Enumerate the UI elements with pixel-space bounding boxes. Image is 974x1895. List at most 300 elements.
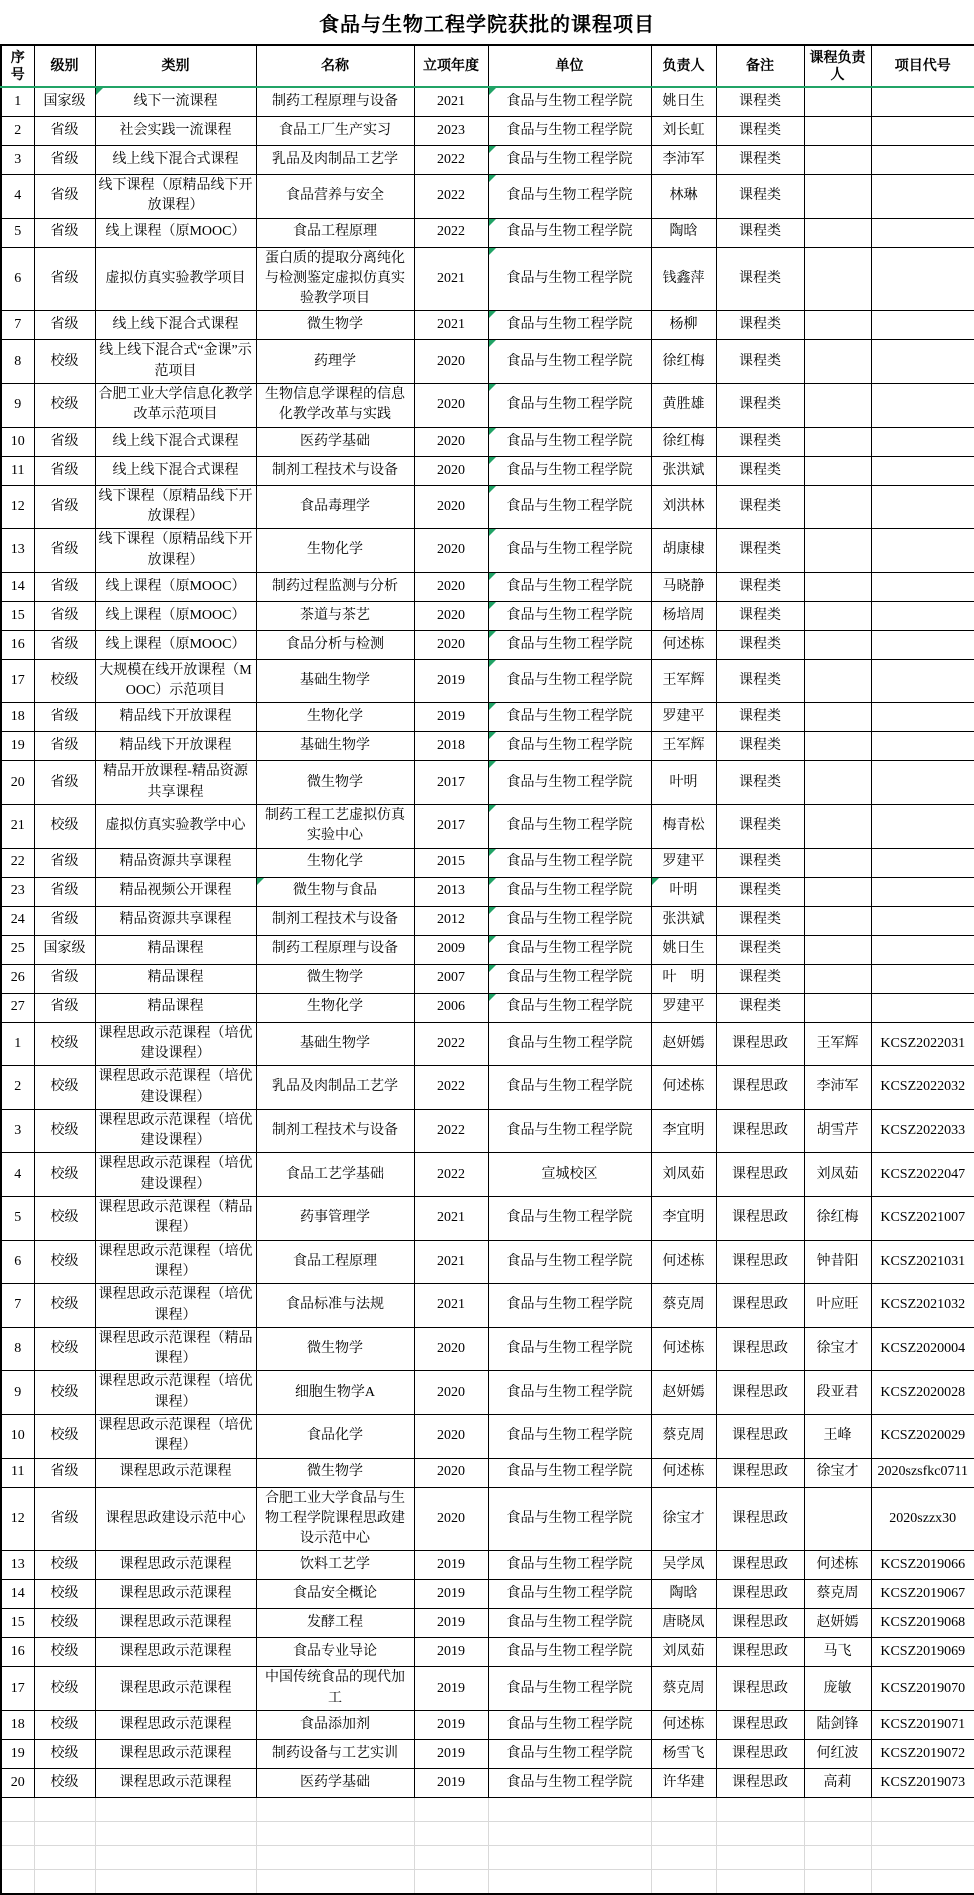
cell-name[interactable]: 制药过程监测与分析 [256,572,414,601]
cell-note[interactable]: 课程类 [716,906,804,935]
cell-level[interactable]: 省级 [34,456,95,485]
cell-year[interactable]: 2022 [414,1109,488,1153]
cell-no[interactable]: 15 [1,1609,34,1638]
cell-course_leader[interactable]: 何红波 [804,1740,871,1769]
cell-code[interactable] [871,427,974,456]
cell-leader[interactable]: 叶明 [651,761,716,805]
cell-level[interactable]: 校级 [34,1371,95,1415]
cell-level[interactable]: 校级 [34,1667,95,1711]
empty-cell[interactable] [256,1846,414,1870]
cell-no[interactable]: 3 [1,1109,34,1153]
empty-cell[interactable] [804,1846,871,1870]
cell-note[interactable]: 课程思政 [716,1740,804,1769]
cell-year[interactable]: 2019 [414,1638,488,1667]
cell-no[interactable]: 4 [1,1153,34,1197]
cell-course_leader[interactable] [804,146,871,175]
cell-no[interactable]: 14 [1,572,34,601]
cell-category[interactable]: 课程思政示范课程（培优课程） [95,1240,256,1284]
cell-year[interactable]: 2021 [414,247,488,311]
cell-level[interactable]: 省级 [34,485,95,529]
cell-no[interactable]: 26 [1,964,34,993]
cell-code[interactable] [871,175,974,219]
cell-code[interactable] [871,485,974,529]
cell-year[interactable]: 2021 [414,1197,488,1241]
cell-level[interactable]: 国家级 [34,935,95,964]
cell-category[interactable]: 大规模在线开放课程（MOOC）示范项目 [95,659,256,703]
cell-level[interactable]: 校级 [34,659,95,703]
cell-unit[interactable]: 食品与生物工程学院 [488,993,651,1022]
cell-note[interactable]: 课程类 [716,993,804,1022]
cell-year[interactable]: 2019 [414,1711,488,1740]
empty-cell[interactable] [34,1822,95,1846]
cell-note[interactable]: 课程思政 [716,1667,804,1711]
cell-level[interactable]: 省级 [34,175,95,219]
cell-note[interactable]: 课程思政 [716,1414,804,1458]
cell-note[interactable]: 课程思政 [716,1197,804,1241]
cell-code[interactable]: KCSZ2021007 [871,1197,974,1241]
cell-note[interactable]: 课程思政 [716,1769,804,1798]
cell-code[interactable] [871,877,974,906]
cell-name[interactable]: 食品工厂生产实习 [256,117,414,146]
cell-no[interactable]: 17 [1,659,34,703]
cell-note[interactable]: 课程思政 [716,1458,804,1487]
cell-leader[interactable]: 王军辉 [651,659,716,703]
cell-unit[interactable]: 食品与生物工程学院 [488,703,651,732]
cell-code[interactable] [871,659,974,703]
cell-note[interactable]: 课程类 [716,732,804,761]
empty-cell[interactable] [716,1798,804,1822]
cell-category[interactable]: 课程思政示范课程 [95,1551,256,1580]
cell-code[interactable] [871,117,974,146]
cell-category[interactable]: 精品资源共享课程 [95,848,256,877]
cell-name[interactable]: 食品毒理学 [256,485,414,529]
cell-year[interactable]: 2019 [414,1609,488,1638]
cell-no[interactable]: 3 [1,146,34,175]
cell-leader[interactable]: 梅青松 [651,805,716,849]
cell-unit[interactable]: 食品与生物工程学院 [488,659,651,703]
cell-leader[interactable]: 吴学凤 [651,1551,716,1580]
cell-code[interactable]: KCSZ2022032 [871,1066,974,1110]
cell-year[interactable]: 2019 [414,1551,488,1580]
empty-cell[interactable] [414,1798,488,1822]
cell-note[interactable]: 课程类 [716,601,804,630]
empty-cell[interactable] [716,1870,804,1895]
cell-note[interactable]: 课程思政 [716,1153,804,1197]
cell-name[interactable]: 制药工程原理与设备 [256,87,414,117]
cell-name[interactable]: 微生物学 [256,1458,414,1487]
cell-course_leader[interactable]: 徐宝才 [804,1458,871,1487]
cell-leader[interactable]: 张洪斌 [651,906,716,935]
cell-category[interactable]: 精品线下开放课程 [95,703,256,732]
empty-cell[interactable] [1,1870,34,1895]
cell-no[interactable]: 13 [1,529,34,573]
cell-level[interactable]: 校级 [34,1109,95,1153]
cell-unit[interactable]: 食品与生物工程学院 [488,218,651,247]
empty-cell[interactable] [95,1846,256,1870]
cell-note[interactable]: 课程类 [716,456,804,485]
cell-unit[interactable]: 食品与生物工程学院 [488,1284,651,1328]
cell-level[interactable]: 省级 [34,1487,95,1551]
cell-category[interactable]: 精品课程 [95,993,256,1022]
cell-unit[interactable]: 食品与生物工程学院 [488,384,651,428]
cell-unit[interactable]: 食品与生物工程学院 [488,906,651,935]
cell-category[interactable]: 线上线下混合式课程 [95,427,256,456]
cell-name[interactable]: 生物化学 [256,703,414,732]
cell-code[interactable] [871,572,974,601]
cell-unit[interactable]: 食品与生物工程学院 [488,529,651,573]
cell-note[interactable]: 课程类 [716,146,804,175]
cell-code[interactable]: KCSZ2020004 [871,1327,974,1371]
cell-name[interactable]: 制剂工程技术与设备 [256,906,414,935]
cell-no[interactable]: 10 [1,427,34,456]
cell-unit[interactable]: 食品与生物工程学院 [488,1197,651,1241]
cell-name[interactable]: 生物化学 [256,848,414,877]
cell-unit[interactable]: 食品与生物工程学院 [488,630,651,659]
cell-category[interactable]: 课程思政示范课程（培优建设课程） [95,1153,256,1197]
empty-cell[interactable] [414,1870,488,1895]
cell-course_leader[interactable] [804,935,871,964]
cell-level[interactable]: 校级 [34,1240,95,1284]
cell-course_leader[interactable] [804,117,871,146]
cell-leader[interactable]: 杨雪飞 [651,1740,716,1769]
cell-note[interactable]: 课程类 [716,427,804,456]
cell-note[interactable]: 课程类 [716,848,804,877]
cell-leader[interactable]: 罗建平 [651,848,716,877]
cell-year[interactable]: 2019 [414,703,488,732]
cell-note[interactable]: 课程思政 [716,1066,804,1110]
cell-note[interactable]: 课程思政 [716,1638,804,1667]
cell-category[interactable]: 虚拟仿真实验教学中心 [95,805,256,849]
cell-name[interactable]: 茶道与茶艺 [256,601,414,630]
cell-course_leader[interactable] [804,427,871,456]
cell-note[interactable]: 课程类 [716,805,804,849]
cell-course_leader[interactable]: 何述栋 [804,1551,871,1580]
cell-level[interactable]: 省级 [34,732,95,761]
cell-course_leader[interactable] [804,877,871,906]
cell-no[interactable]: 9 [1,1371,34,1415]
cell-note[interactable]: 课程类 [716,311,804,340]
cell-category[interactable]: 课程思政示范课程（培优课程） [95,1371,256,1415]
cell-level[interactable]: 校级 [34,1638,95,1667]
cell-note[interactable]: 课程思政 [716,1609,804,1638]
cell-leader[interactable]: 罗建平 [651,703,716,732]
cell-course_leader[interactable]: 王峰 [804,1414,871,1458]
cell-name[interactable]: 细胞生物学A [256,1371,414,1415]
cell-category[interactable]: 精品开放课程-精品资源共享课程 [95,761,256,805]
cell-note[interactable]: 课程类 [716,117,804,146]
cell-leader[interactable]: 马晓静 [651,572,716,601]
cell-note[interactable]: 课程思政 [716,1022,804,1066]
cell-category[interactable]: 课程思政示范课程（精品课程） [95,1327,256,1371]
cell-category[interactable]: 课程思政示范课程（培优建设课程） [95,1109,256,1153]
cell-code[interactable] [871,384,974,428]
cell-course_leader[interactable] [804,659,871,703]
cell-unit[interactable]: 食品与生物工程学院 [488,805,651,849]
cell-level[interactable]: 省级 [34,117,95,146]
empty-cell[interactable] [488,1846,651,1870]
cell-category[interactable]: 课程思政示范课程（培优课程） [95,1414,256,1458]
cell-category[interactable]: 线上线下混合式课程 [95,311,256,340]
cell-code[interactable]: KCSZ2021031 [871,1240,974,1284]
cell-unit[interactable]: 食品与生物工程学院 [488,87,651,117]
cell-year[interactable]: 2022 [414,1066,488,1110]
cell-name[interactable]: 制剂工程技术与设备 [256,456,414,485]
cell-course_leader[interactable] [804,572,871,601]
cell-code[interactable] [871,601,974,630]
empty-cell[interactable] [1,1822,34,1846]
cell-unit[interactable]: 食品与生物工程学院 [488,485,651,529]
cell-unit[interactable]: 食品与生物工程学院 [488,340,651,384]
cell-year[interactable]: 2022 [414,146,488,175]
column-header-year[interactable]: 立项年度 [414,45,488,87]
cell-course_leader[interactable] [804,340,871,384]
cell-no[interactable]: 20 [1,1769,34,1798]
cell-name[interactable]: 中国传统食品的现代加工 [256,1667,414,1711]
cell-note[interactable]: 课程类 [716,964,804,993]
column-header-code[interactable]: 项目代号 [871,45,974,87]
cell-level[interactable]: 校级 [34,1022,95,1066]
cell-level[interactable]: 校级 [34,1769,95,1798]
cell-leader[interactable]: 徐红梅 [651,340,716,384]
cell-course_leader[interactable]: 陆剑锋 [804,1711,871,1740]
cell-unit[interactable]: 食品与生物工程学院 [488,1371,651,1415]
cell-no[interactable]: 11 [1,1458,34,1487]
cell-unit[interactable]: 食品与生物工程学院 [488,964,651,993]
empty-cell[interactable] [871,1798,974,1822]
empty-cell[interactable] [804,1870,871,1895]
cell-leader[interactable]: 杨柳 [651,311,716,340]
cell-course_leader[interactable]: 赵妍嫣 [804,1609,871,1638]
cell-course_leader[interactable] [804,964,871,993]
cell-course_leader[interactable]: 徐红梅 [804,1197,871,1241]
empty-cell[interactable] [34,1870,95,1895]
cell-level[interactable]: 省级 [34,761,95,805]
cell-name[interactable]: 微生物学 [256,1327,414,1371]
cell-course_leader[interactable]: 胡雪芹 [804,1109,871,1153]
cell-category[interactable]: 虚拟仿真实验教学项目 [95,247,256,311]
cell-year[interactable]: 2020 [414,630,488,659]
cell-year[interactable]: 2018 [414,732,488,761]
cell-code[interactable] [871,529,974,573]
cell-name[interactable]: 乳品及肉制品工艺学 [256,1066,414,1110]
cell-name[interactable]: 药事管理学 [256,1197,414,1241]
cell-note[interactable]: 课程思政 [716,1371,804,1415]
cell-level[interactable]: 校级 [34,1551,95,1580]
cell-note[interactable]: 课程类 [716,384,804,428]
cell-code[interactable]: KCSZ2022047 [871,1153,974,1197]
cell-year[interactable]: 2021 [414,87,488,117]
cell-name[interactable]: 合肥工业大学食品与生物工程学院课程思政建设示范中心 [256,1487,414,1551]
cell-year[interactable]: 2020 [414,427,488,456]
cell-level[interactable]: 校级 [34,1327,95,1371]
cell-name[interactable]: 生物化学 [256,993,414,1022]
cell-year[interactable]: 2020 [414,384,488,428]
cell-name[interactable]: 药理学 [256,340,414,384]
cell-category[interactable]: 课程思政示范课程 [95,1638,256,1667]
cell-no[interactable]: 21 [1,805,34,849]
cell-code[interactable] [871,340,974,384]
cell-name[interactable]: 食品工艺学基础 [256,1153,414,1197]
cell-level[interactable]: 省级 [34,146,95,175]
column-header-no[interactable]: 序号 [1,45,34,87]
cell-leader[interactable]: 李宜明 [651,1109,716,1153]
cell-leader[interactable]: 许华建 [651,1769,716,1798]
cell-code[interactable]: KCSZ2019073 [871,1769,974,1798]
cell-level[interactable]: 省级 [34,572,95,601]
cell-year[interactable]: 2020 [414,529,488,573]
cell-name[interactable]: 基础生物学 [256,659,414,703]
cell-code[interactable]: KCSZ2022031 [871,1022,974,1066]
cell-year[interactable]: 2020 [414,572,488,601]
cell-year[interactable]: 2020 [414,1327,488,1371]
cell-unit[interactable]: 食品与生物工程学院 [488,761,651,805]
cell-code[interactable]: KCSZ2019068 [871,1609,974,1638]
cell-name[interactable]: 饮料工艺学 [256,1551,414,1580]
cell-level[interactable]: 省级 [34,848,95,877]
cell-unit[interactable]: 食品与生物工程学院 [488,1740,651,1769]
cell-level[interactable]: 省级 [34,703,95,732]
cell-code[interactable]: 2020szsfkc0711 [871,1458,974,1487]
cell-note[interactable]: 课程类 [716,340,804,384]
cell-name[interactable]: 制药工程工艺虚拟仿真实验中心 [256,805,414,849]
cell-unit[interactable]: 食品与生物工程学院 [488,935,651,964]
cell-level[interactable]: 校级 [34,1740,95,1769]
cell-leader[interactable]: 徐宝才 [651,1487,716,1551]
cell-leader[interactable]: 唐晓凤 [651,1609,716,1638]
cell-no[interactable]: 8 [1,1327,34,1371]
cell-no[interactable]: 18 [1,703,34,732]
cell-leader[interactable]: 张洪斌 [651,456,716,485]
empty-cell[interactable] [95,1822,256,1846]
cell-leader[interactable]: 叶 明 [651,964,716,993]
cell-year[interactable]: 2020 [414,1414,488,1458]
cell-unit[interactable]: 食品与生物工程学院 [488,1414,651,1458]
cell-unit[interactable]: 食品与生物工程学院 [488,427,651,456]
cell-unit[interactable]: 食品与生物工程学院 [488,1580,651,1609]
cell-year[interactable]: 2022 [414,1022,488,1066]
cell-leader[interactable]: 蔡克周 [651,1284,716,1328]
cell-note[interactable]: 课程类 [716,630,804,659]
cell-level[interactable]: 省级 [34,630,95,659]
cell-category[interactable]: 线下课程（原精品线下开放课程） [95,485,256,529]
cell-level[interactable]: 校级 [34,1197,95,1241]
cell-course_leader[interactable]: 段亚君 [804,1371,871,1415]
empty-cell[interactable] [651,1822,716,1846]
cell-no[interactable]: 8 [1,340,34,384]
cell-unit[interactable]: 食品与生物工程学院 [488,247,651,311]
cell-leader[interactable]: 徐红梅 [651,427,716,456]
cell-unit[interactable]: 食品与生物工程学院 [488,117,651,146]
cell-no[interactable]: 20 [1,761,34,805]
cell-note[interactable]: 课程类 [716,175,804,219]
cell-name[interactable]: 食品工程原理 [256,1240,414,1284]
cell-note[interactable]: 课程思政 [716,1109,804,1153]
cell-note[interactable]: 课程思政 [716,1487,804,1551]
cell-unit[interactable]: 食品与生物工程学院 [488,311,651,340]
cell-category[interactable]: 课程思政示范课程 [95,1458,256,1487]
cell-name[interactable]: 医药学基础 [256,1769,414,1798]
cell-no[interactable]: 6 [1,247,34,311]
cell-course_leader[interactable] [804,703,871,732]
cell-code[interactable] [871,848,974,877]
cell-year[interactable]: 2012 [414,906,488,935]
cell-course_leader[interactable] [804,732,871,761]
cell-year[interactable]: 2006 [414,993,488,1022]
cell-code[interactable]: 2020szzx30 [871,1487,974,1551]
cell-level[interactable]: 校级 [34,1414,95,1458]
cell-level[interactable]: 校级 [34,1609,95,1638]
cell-leader[interactable]: 王军辉 [651,732,716,761]
cell-name[interactable]: 生物信息学课程的信息化教学改革与实践 [256,384,414,428]
cell-code[interactable] [871,456,974,485]
empty-cell[interactable] [804,1798,871,1822]
cell-unit[interactable]: 食品与生物工程学院 [488,1487,651,1551]
empty-cell[interactable] [651,1798,716,1822]
cell-code[interactable]: KCSZ2019071 [871,1711,974,1740]
empty-cell[interactable] [34,1798,95,1822]
cell-course_leader[interactable]: 徐宝才 [804,1327,871,1371]
cell-unit[interactable]: 食品与生物工程学院 [488,146,651,175]
column-header-name[interactable]: 名称 [256,45,414,87]
empty-cell[interactable] [651,1870,716,1895]
cell-year[interactable]: 2020 [414,340,488,384]
cell-course_leader[interactable] [804,761,871,805]
column-header-course_leader[interactable]: 课程负责人 [804,45,871,87]
cell-category[interactable]: 课程思政示范课程 [95,1580,256,1609]
cell-level[interactable]: 省级 [34,964,95,993]
cell-code[interactable] [871,906,974,935]
cell-unit[interactable]: 食品与生物工程学院 [488,456,651,485]
cell-leader[interactable]: 罗建平 [651,993,716,1022]
cell-note[interactable]: 课程思政 [716,1580,804,1609]
column-header-unit[interactable]: 单位 [488,45,651,87]
cell-category[interactable]: 线上课程（原MOOC） [95,630,256,659]
cell-course_leader[interactable] [804,630,871,659]
cell-no[interactable]: 7 [1,1284,34,1328]
cell-code[interactable] [871,146,974,175]
cell-year[interactable]: 2007 [414,964,488,993]
cell-leader[interactable]: 钱鑫萍 [651,247,716,311]
cell-no[interactable]: 5 [1,218,34,247]
cell-leader[interactable]: 叶明 [651,877,716,906]
cell-course_leader[interactable]: 马飞 [804,1638,871,1667]
cell-leader[interactable]: 何述栋 [651,630,716,659]
cell-category[interactable]: 线上课程（原MOOC） [95,572,256,601]
cell-category[interactable]: 课程思政示范课程（培优建设课程） [95,1022,256,1066]
cell-course_leader[interactable] [804,529,871,573]
cell-name[interactable]: 生物化学 [256,529,414,573]
cell-note[interactable]: 课程类 [716,572,804,601]
cell-course_leader[interactable] [804,456,871,485]
cell-category[interactable]: 精品线下开放课程 [95,732,256,761]
cell-year[interactable]: 2022 [414,175,488,219]
cell-category[interactable]: 课程思政示范课程 [95,1740,256,1769]
cell-note[interactable]: 课程类 [716,529,804,573]
cell-year[interactable]: 2019 [414,1580,488,1609]
cell-category[interactable]: 精品资源共享课程 [95,906,256,935]
cell-no[interactable]: 7 [1,311,34,340]
empty-cell[interactable] [716,1822,804,1846]
cell-leader[interactable]: 刘凤茹 [651,1153,716,1197]
cell-note[interactable]: 课程思政 [716,1240,804,1284]
cell-unit[interactable]: 食品与生物工程学院 [488,848,651,877]
empty-cell[interactable] [95,1870,256,1895]
cell-note[interactable]: 课程思政 [716,1711,804,1740]
cell-category[interactable]: 合肥工业大学信息化教学改革示范项目 [95,384,256,428]
empty-cell[interactable] [1,1798,34,1822]
cell-course_leader[interactable] [804,485,871,529]
cell-no[interactable]: 17 [1,1667,34,1711]
